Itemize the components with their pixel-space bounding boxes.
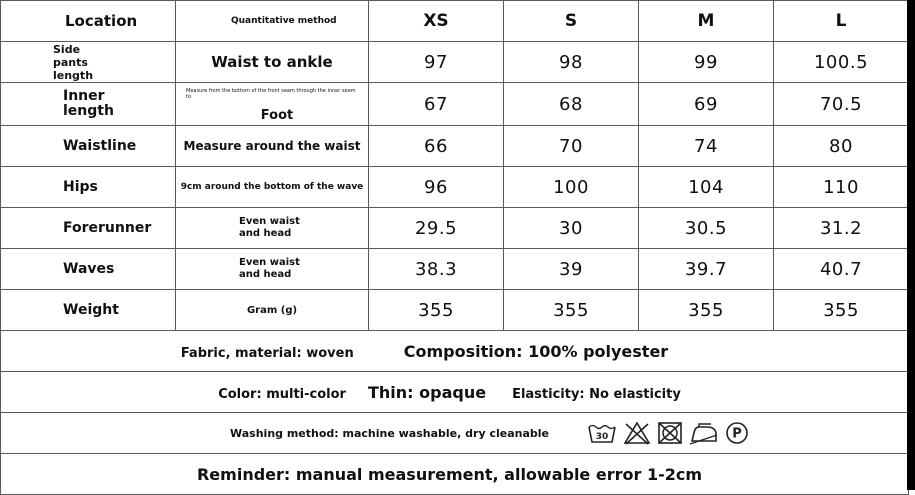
- cell-value: 38.3: [369, 249, 504, 290]
- cell-value: 96: [369, 167, 504, 208]
- info-row-washing: [1, 413, 909, 454]
- table-row: [1, 167, 909, 208]
- method-note: Measure from the bottom of the front seam through the inner seam to: [186, 88, 356, 100]
- cell-value: 80: [774, 126, 909, 167]
- cell-value: 29.5: [369, 208, 504, 249]
- cell-value: 39: [504, 249, 639, 290]
- header-size-xs: XS: [369, 1, 504, 42]
- info-cell: [1, 331, 909, 372]
- cell-value: 70.5: [774, 83, 909, 126]
- cell-value: 30.5: [639, 208, 774, 249]
- table-row: [1, 249, 909, 290]
- row-method: [176, 249, 369, 290]
- method-label: Even waist and head: [239, 257, 300, 280]
- info-row-color: [1, 372, 909, 413]
- dry-clean-letter: P: [732, 426, 742, 442]
- row-method: Waist to ankle: [176, 42, 369, 83]
- cell-value: 74: [639, 126, 774, 167]
- header-location: Location: [1, 1, 176, 42]
- no-bleach-icon: [623, 421, 651, 445]
- cell-value: 70: [504, 126, 639, 167]
- table-row: [1, 290, 909, 331]
- reminder-text: Reminder: manual measurement, allowable error 1-2cm: [196, 464, 702, 484]
- cell-value: 98: [504, 42, 639, 83]
- row-location: Waistline: [1, 126, 176, 167]
- cell-value: 40.7: [774, 249, 909, 290]
- color-text: Color: multi-color: [218, 386, 346, 402]
- row-method: [176, 83, 369, 126]
- cell-value: 31.2: [774, 208, 909, 249]
- header-method: Quantitative method: [176, 1, 369, 42]
- cell-value: 355: [504, 290, 639, 331]
- method-label: Foot: [260, 108, 294, 123]
- cell-value: 39.7: [639, 249, 774, 290]
- no-tumble-dry-icon: [657, 421, 683, 445]
- thin-text: Thin: opaque: [367, 382, 487, 402]
- info-cell: [1, 413, 909, 454]
- cell-value: 97: [369, 42, 504, 83]
- wash-30-icon: [587, 421, 617, 445]
- info-row-fabric: [1, 331, 909, 372]
- care-icons: [587, 421, 749, 445]
- row-location: Inner length: [1, 83, 176, 126]
- composition-text: Composition: 100% polyester: [403, 341, 669, 361]
- cell-value: 104: [639, 167, 774, 208]
- header-size-s: S: [504, 1, 639, 42]
- cell-value: 69: [639, 83, 774, 126]
- info-cell: [1, 372, 909, 413]
- header-size-l: L: [774, 1, 909, 42]
- washing-text: Washing method: machine washable, dry cleanable: [230, 426, 549, 440]
- row-location: Weight: [1, 290, 176, 331]
- cell-value: 68: [504, 83, 639, 126]
- row-method: Gram (g): [176, 290, 369, 331]
- cell-value: 355: [774, 290, 909, 331]
- cell-value: 99: [639, 42, 774, 83]
- cell-value: 67: [369, 83, 504, 126]
- info-row-reminder: [1, 454, 909, 495]
- method-label: Even waist and head: [239, 216, 300, 239]
- iron-icon: [689, 421, 719, 445]
- table-row: [1, 126, 909, 167]
- row-method: [176, 208, 369, 249]
- row-location: Hips: [1, 167, 176, 208]
- wash-temperature: 30: [595, 432, 609, 442]
- header-row: [1, 1, 909, 42]
- cell-value: 355: [639, 290, 774, 331]
- cell-value: 30: [504, 208, 639, 249]
- fabric-text: Fabric, material: woven: [180, 345, 354, 361]
- cell-value: 110: [774, 167, 909, 208]
- info-cell: [1, 454, 909, 495]
- row-location: Forerunner: [1, 208, 176, 249]
- right-edge-bar: [907, 0, 915, 490]
- cell-value: 66: [369, 126, 504, 167]
- elasticity-text: Elasticity: No elasticity: [512, 386, 681, 402]
- row-method: 9cm around the bottom of the wave: [176, 167, 369, 208]
- cell-value: 100: [504, 167, 639, 208]
- table-row: [1, 208, 909, 249]
- cell-value: 100.5: [774, 42, 909, 83]
- row-method: Measure around the waist: [176, 126, 369, 167]
- row-location: Side pants length: [1, 42, 176, 83]
- cell-value: 355: [369, 290, 504, 331]
- dry-clean-p-icon: [725, 421, 749, 445]
- row-location: Waves: [1, 249, 176, 290]
- table-row: [1, 42, 909, 83]
- table-row: [1, 83, 909, 126]
- header-size-m: M: [639, 1, 774, 42]
